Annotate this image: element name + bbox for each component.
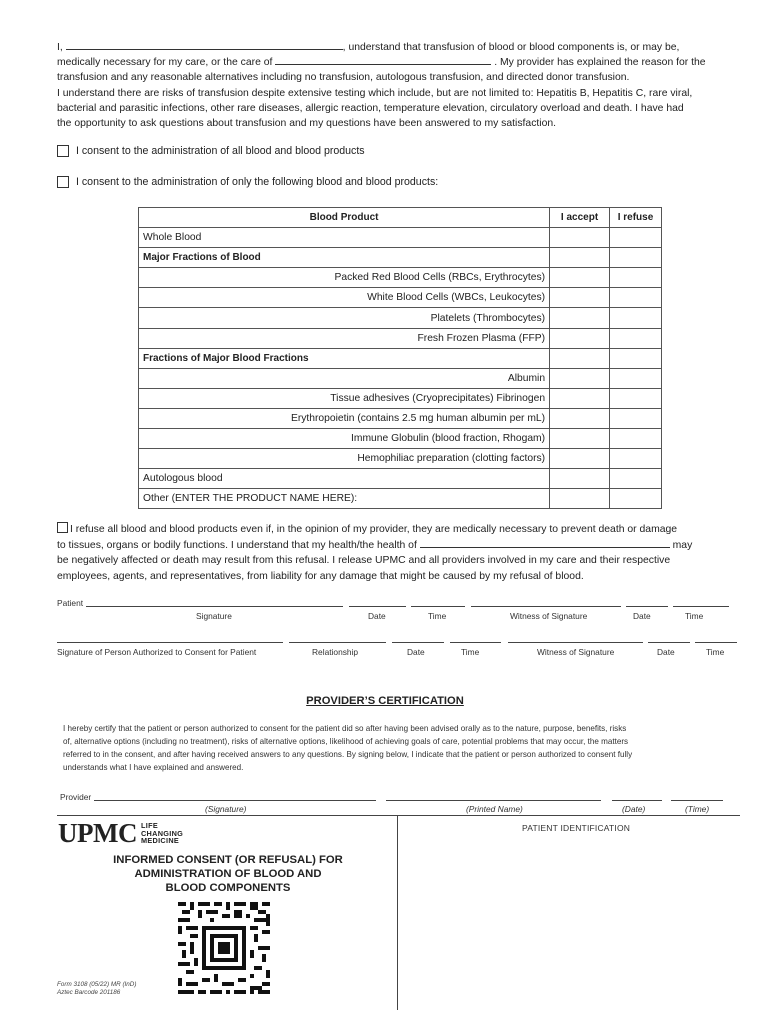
table-header-row (139, 208, 662, 228)
table-row (139, 328, 662, 348)
table-row (139, 348, 662, 368)
accept-cell[interactable] (550, 328, 610, 348)
refuse-line-4: employees, agents, and representatives, from liability for any damage that might be caused by my refusal of blood. (57, 570, 584, 582)
logo-tagline: LIFE CHANGING MEDICINE (140, 820, 184, 846)
consent-all-label: I consent to the administration of all blood and blood products (76, 145, 365, 157)
accept-cell[interactable] (550, 489, 610, 509)
header-i-refuse: I refuse (610, 208, 662, 228)
accept-cell[interactable] (550, 228, 610, 248)
footer-top-rule (57, 815, 740, 816)
header-blood-product: Blood Product (139, 208, 550, 228)
table-row (139, 429, 662, 449)
provider-signature-line[interactable] (94, 800, 376, 801)
patient-time-line[interactable] (411, 606, 465, 607)
witness-date-line[interactable] (626, 606, 668, 607)
witness2-label: Witness of Signature (537, 647, 615, 657)
provider-prefix-label: Provider (60, 792, 92, 802)
signature-label: Signature (196, 611, 232, 621)
provider-date-line[interactable] (612, 800, 662, 801)
witness-date-label: Date (633, 611, 651, 621)
provider-time-label: (Time) (685, 804, 710, 814)
authorized-signature-line[interactable] (57, 642, 283, 643)
time2-label: Time (461, 647, 480, 657)
authorized-label: Signature of Person Authorized to Consent for Patient (57, 647, 257, 657)
refuse-cell[interactable] (610, 489, 662, 509)
refuse-cell[interactable] (610, 449, 662, 469)
witness2-date-line[interactable] (648, 642, 690, 643)
refuse-cell[interactable] (610, 328, 662, 348)
intro-line-1: I, , understand that transfusion of blood or blood components is, or may be, (57, 42, 680, 53)
provider-certification-text (63, 722, 728, 774)
refuse-cell[interactable] (610, 268, 662, 288)
refuse-line-2: to tissues, organs or bodily functions. I understand that my health/the health of may (57, 539, 693, 551)
witness2-date-label: Date (657, 647, 675, 657)
accept-cell[interactable] (550, 469, 610, 489)
table-row (139, 408, 662, 428)
header-i-accept: I accept (550, 208, 610, 228)
provider-line-2: of, alternative options (including no treatment), risks of alternative options, likelihood of achieving goals of care, potential problems that may occur, the matters (63, 737, 629, 747)
accept-cell[interactable] (550, 368, 610, 388)
product-name-cell: Albumin (139, 368, 550, 388)
accept-cell[interactable] (550, 449, 610, 469)
authorized-date-line[interactable] (392, 642, 444, 643)
provider-certification-title: PROVIDER’S CERTIFICATION (306, 695, 464, 707)
provider-printed-label: (Printed Name) (466, 804, 523, 814)
footer-divider (397, 815, 398, 1010)
refuse-cell[interactable] (610, 348, 662, 368)
accept-cell[interactable] (550, 308, 610, 328)
table-row (139, 368, 662, 388)
provider-time-line[interactable] (671, 800, 723, 801)
table-row (139, 308, 662, 328)
refuse-cell[interactable] (610, 388, 662, 408)
care-of-blank[interactable] (275, 55, 491, 65)
table-row (139, 268, 662, 288)
patient-prefix-label: Patient (57, 598, 84, 608)
refuse-cell[interactable] (610, 288, 662, 308)
product-name-cell: Major Fractions of Blood (139, 248, 550, 268)
intro-line-5: bacterial and parasitic infections, other rare diseases, allergic reaction, temperature elevation, circulatory overload and death. I have had (57, 102, 684, 114)
blood-product-rows (139, 228, 662, 509)
consent-following-option (57, 176, 438, 188)
relationship-line[interactable] (289, 642, 386, 643)
consent-all-checkbox[interactable] (57, 145, 69, 157)
accept-cell[interactable] (550, 288, 610, 308)
product-name-cell: Whole Blood (139, 228, 550, 248)
accept-cell[interactable] (550, 248, 610, 268)
refuse-cell[interactable] (610, 248, 662, 268)
consent-following-checkbox[interactable] (57, 176, 69, 188)
refuse-cell[interactable] (610, 228, 662, 248)
blood-product-table (138, 207, 662, 509)
product-name-cell: Platelets (Thrombocytes) (139, 308, 550, 328)
product-name-cell: Fresh Frozen Plasma (FFP) (139, 328, 550, 348)
provider-signature-label: (Signature) (205, 804, 247, 814)
refuse-line-3: be negatively affected or death may result from this refusal. I release UPMC and all providers involved in my care and their respective (57, 555, 671, 566)
accept-cell[interactable] (550, 408, 610, 428)
provider-date-label: (Date) (622, 804, 646, 814)
refuse-cell[interactable] (610, 429, 662, 449)
provider-line-4: understands what I have explained and answered. (63, 763, 244, 773)
form-title: INFORMED CONSENT (OR REFUSAL) FOR ADMINISTRATION OF BLOOD AND BLOOD COMPONENTS (113, 854, 343, 894)
time-label: Time (428, 611, 447, 621)
aztec-barcode-icon (178, 902, 270, 994)
intro-line-2: medically necessary for my care, or the care of . My provider has explained the reason for the (57, 57, 706, 69)
accept-cell[interactable] (550, 268, 610, 288)
refuse-cell[interactable] (610, 408, 662, 428)
intro-line-4: I understand there are risks of transfusion despite extensive testing which include, but are not limited to: Hepatitis B, Hepatitis C, rare viral, (57, 87, 693, 99)
accept-cell[interactable] (550, 429, 610, 449)
consent-all-option (57, 145, 365, 157)
table-row (139, 469, 662, 489)
date-label: Date (368, 611, 386, 621)
product-name-cell: Packed Red Blood Cells (RBCs, Erythrocytes) (139, 268, 550, 288)
provider-line-1: I hereby certify that the patient or person authorized to consent for the patient did so after having been advised orally as to the nature, purpose, benefits, risks (63, 724, 627, 733)
table-row (139, 449, 662, 469)
patient-signature-line[interactable] (86, 606, 343, 607)
refuse-all-checkbox[interactable] (57, 522, 68, 533)
product-name-cell: Fractions of Major Blood Fractions (139, 348, 550, 368)
relationship-label: Relationship (312, 647, 359, 657)
product-name-cell: Tissue adhesives (Cryoprecipitates) Fibrinogen (139, 388, 550, 408)
table-row (139, 228, 662, 248)
product-name-cell: Other (ENTER THE PRODUCT NAME HERE): (139, 489, 550, 509)
witness-signature-line[interactable] (471, 606, 621, 607)
intro-line-6: the opportunity to ask questions about transfusion and my questions have been answered to my satisfaction. (57, 118, 557, 130)
patient-name-blank[interactable] (66, 40, 343, 50)
consent-following-label: I consent to the administration of only the following blood and blood products: (76, 176, 439, 188)
product-name-cell: Hemophiliac preparation (clotting factors) (139, 449, 550, 469)
date2-label: Date (407, 647, 425, 657)
provider-printed-name-line[interactable] (386, 800, 601, 801)
product-name-cell: Erythropoietin (contains 2.5 mg human albumin per mL) (139, 408, 550, 428)
consent-statement (57, 40, 747, 131)
authorized-time-line[interactable] (450, 642, 501, 643)
health-of-blank[interactable] (420, 538, 670, 548)
intro-line-3: transfusion and any reasonable alternatives including no transfusion, autologous transfusion, and directed donor transfusion. (57, 72, 630, 84)
table-row (139, 489, 662, 509)
patient-date-line[interactable] (349, 606, 406, 607)
product-name-cell: Immune Globulin (blood fraction, Rhogam) (139, 429, 550, 449)
accept-cell[interactable] (550, 348, 610, 368)
refuse-cell[interactable] (610, 469, 662, 489)
table-row (139, 288, 662, 308)
table-row (139, 248, 662, 268)
refuse-cell[interactable] (610, 308, 662, 328)
witness2-time-label: Time (706, 647, 725, 657)
form-metadata (57, 981, 136, 997)
refuse-cell[interactable] (610, 368, 662, 388)
refuse-line-1: I refuse all blood and blood products even if, in the opinion of my provider, they are medically necessary to prevent death or damage (57, 522, 757, 538)
table-row (139, 388, 662, 408)
witness-label: Witness of Signature (510, 611, 588, 621)
patient-identification-label: PATIENT IDENTIFICATION (522, 823, 631, 833)
form-id: Form 3108 (05/22) MR (InD) (57, 981, 137, 988)
upmc-logo: UPMC LIFE CHANGING MEDICINE (58, 818, 184, 848)
witness2-signature-line[interactable] (508, 642, 643, 643)
barcode-id: Aztec Barcode 201186 (57, 989, 121, 996)
witness-time-line[interactable] (673, 606, 729, 607)
witness-time-label: Time (685, 611, 704, 621)
witness2-time-line[interactable] (695, 642, 737, 643)
refusal-statement (57, 522, 757, 584)
product-name-cell: White Blood Cells (WBCs, Leukocytes) (139, 288, 550, 308)
product-name-cell: Autologous blood (139, 469, 550, 489)
provider-line-3: referred to in the consent, and after having received answers to any questions. By signing below, I indicate that the patient or person authorized to consent fully (63, 750, 633, 760)
accept-cell[interactable] (550, 388, 610, 408)
